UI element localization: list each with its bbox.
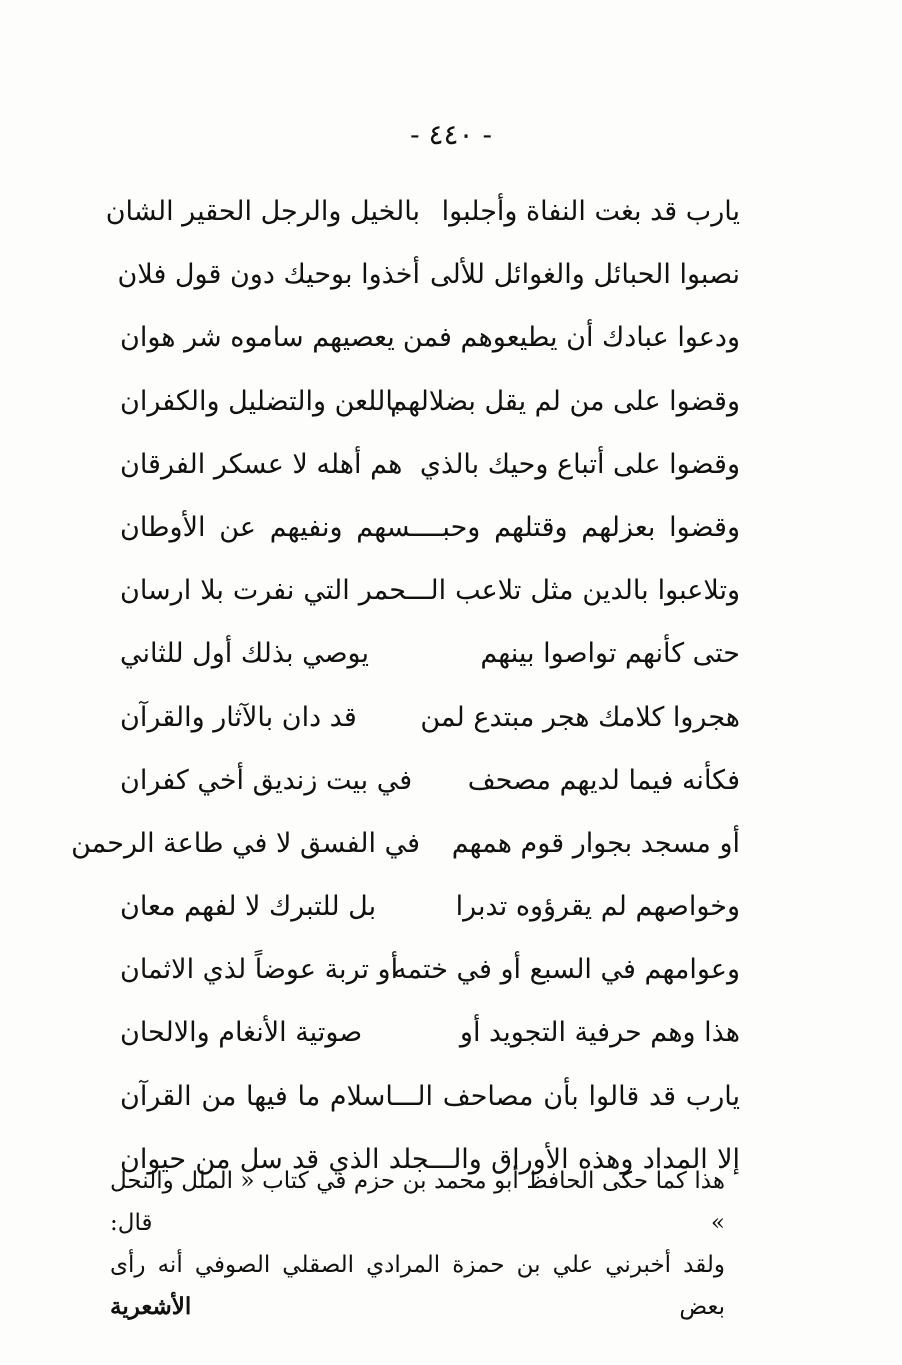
- verse-second-hemistich: بالخيل والرجل الحقير الشان: [105, 196, 420, 227]
- verse-second-hemistich: أو تربة عوضاً لذي الاثمان: [120, 954, 399, 986]
- verse-full-line: وقضوا بعزلهم وقتلهم وحبــــسهم ونفيهم عن الأوطان: [120, 511, 740, 543]
- verse-line: [117, 248, 740, 311]
- verse-second-hemistich: يعصيهم ساموه شر هوان: [120, 322, 395, 354]
- prose-line-2-text: ولقد أخبرني علي بن حمزة المرادي الصقلي الصوفي أنه رأى بعض: [110, 1252, 725, 1320]
- prose-line-2: [110, 1244, 725, 1328]
- verse-second-hemistich: أخذوا بوحيك دون قول فلان: [117, 259, 420, 291]
- verse-first-hemistich: هجروا كلامك هجر مبتدع لمن: [420, 701, 740, 733]
- verse-line: [120, 1006, 740, 1069]
- verse-line: [105, 185, 740, 248]
- verse-full-line: إلا المداد وهذه الأوراق والـــجلد الذي قد سل من حيوان: [120, 1143, 740, 1175]
- verse-second-hemistich: قد دان بالآثار والقرآن: [120, 701, 357, 733]
- verse-line: [120, 943, 740, 1006]
- verse-first-hemistich: أو مسجد بجوار قوم همهم: [451, 827, 740, 859]
- verse-line: [120, 375, 740, 438]
- verse-first-hemistich: يارب قد بغت النفاة وأجلبوا: [441, 196, 740, 227]
- verse-line: [120, 1070, 740, 1133]
- verse-line: [120, 754, 740, 817]
- verse-second-hemistich: صوتية الأنغام والالحان: [120, 1017, 363, 1049]
- verse-line: [120, 691, 740, 754]
- verse-line: [71, 817, 740, 880]
- verse-second-hemistich: يوصي بذلك أول للثاني: [120, 638, 370, 670]
- verse-second-hemistich: هم أهله لا عسكر الفرقان: [120, 448, 403, 480]
- verse-first-hemistich: فكأنه فيما لديهم مصحف: [467, 764, 740, 796]
- verse-first-hemistich: وعوامهم في السبع أو في ختمه: [392, 954, 740, 986]
- verse-line: [120, 501, 740, 564]
- verse-line: [120, 880, 740, 943]
- verse-line: [120, 627, 740, 690]
- verse-second-hemistich: في بيت زنديق أخي كفران: [120, 764, 413, 796]
- verse-second-hemistich: في الفسق لا في طاعة الرحمن: [71, 827, 420, 859]
- verse-first-hemistich: حتى كأنهم تواصوا بينهم: [480, 638, 740, 670]
- prose-line-1: هذا كما حكى الحافظ أبو محمد بن حزم في كتاب « الملل والنحل » قال:: [110, 1168, 725, 1236]
- verse-first-hemistich: وخواصهم لم يقرؤوه تدبرا: [455, 891, 740, 923]
- prose-paragraph: [110, 1160, 725, 1328]
- verse-first-hemistich: وقضوا على أتباع وحيك بالذي: [419, 448, 740, 480]
- poem-verses: [71, 185, 740, 1196]
- verse-line: [120, 438, 740, 501]
- verse-line: [120, 564, 740, 627]
- page-number: - ٤٤٠ -: [410, 118, 492, 151]
- verse-second-hemistich: باللعن والتضليل والكفران: [120, 385, 402, 417]
- verse-full-line: وتلاعبوا بالدين مثل تلاعب الـــحمر التي نفرت بلا ارسان: [120, 575, 740, 607]
- verse-full-line: يارب قد قالوا بأن مصاحف الـــاسلام ما فيها من القرآن: [120, 1080, 740, 1112]
- verse-first-hemistich: ودعوا عبادك أن يطيعوهم فمن: [402, 322, 740, 354]
- verse-first-hemistich: نصبوا الحبائل والغوائل للألى: [429, 259, 740, 291]
- verse-line: [120, 311, 740, 374]
- prose-bold-word: الأشعرية: [110, 1293, 192, 1320]
- verse-second-hemistich: بل للتبرك لا لفهم معان: [120, 891, 377, 923]
- verse-first-hemistich: وقضوا على من لم يقل بضلالهم: [390, 385, 740, 417]
- verse-first-hemistich: هذا وهم حرفية التجويد أو: [459, 1017, 740, 1049]
